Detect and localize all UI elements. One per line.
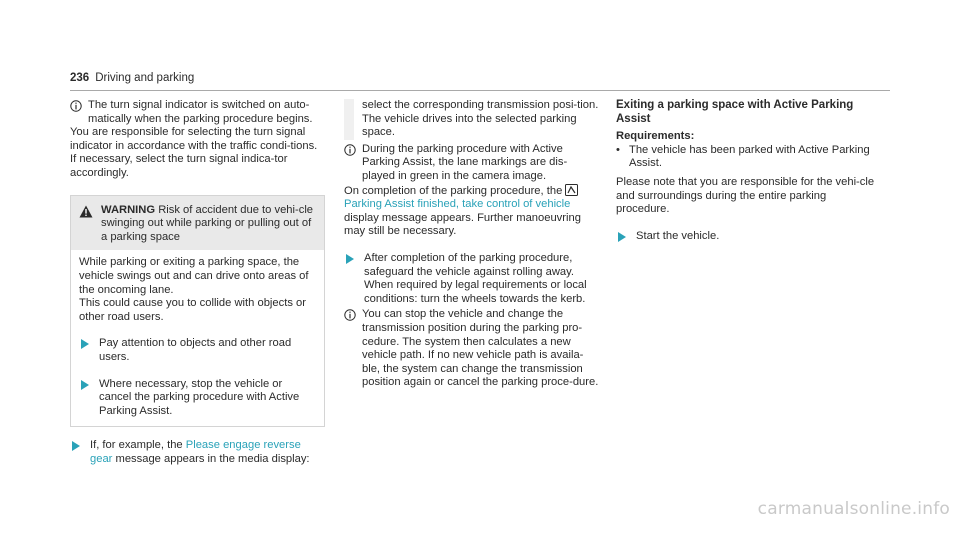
warning-text-2: This could cause you to collide with objects or other road users. <box>79 297 306 323</box>
section-heading: Exiting a parking space with Active Parking Assist <box>616 99 854 125</box>
paragraph-note-responsibility: Please note that you are responsible for the vehi-cle and surroundings during the entire parking procedure. <box>616 175 875 216</box>
column-1 <box>70 99 325 466</box>
header-divider <box>70 90 890 91</box>
step-arrow-icon <box>79 379 91 391</box>
note-lane-markings <box>344 143 600 184</box>
step-start-vehicle-text: Start the vehicle. <box>636 229 720 242</box>
warning-step-1-text: Pay attention to objects and other road users. <box>99 337 292 363</box>
column-3 <box>616 99 876 243</box>
continued-text-1: select the corresponding transmission posi-tion. <box>362 99 599 111</box>
watermark: carmanualsonline.info <box>757 499 950 519</box>
step-safeguard-vehicle <box>344 252 600 306</box>
warning-title: Risk of accident due to vehi-cle swinging out while parking or pulling out of a parking space <box>101 203 314 243</box>
note-change-transmission-text: You can stop the vehicle and change the transmission position during the parking pro-cedure. The system then calculates a new vehicle path. If no new vehicle path is availa-ble, the system can change the transmission position again or cancel the parking proce-dure. <box>362 308 599 389</box>
warning-label: WARNING <box>101 203 156 216</box>
message-please-engage-reverse-gear: Please engage reverse gear <box>90 439 301 465</box>
page-header <box>70 72 890 91</box>
note-text: The turn signal indicator is switched on auto-matically when the parking procedure begins. <box>88 99 313 125</box>
text-pre: On completion of the parking procedure, the <box>344 184 566 197</box>
step-engage-reverse <box>70 439 325 466</box>
step-arrow-icon <box>616 231 628 243</box>
warning-step-2-text: Where necessary, stop the vehicle or cancel the parking procedure with Active Parking Assist. <box>99 377 300 417</box>
warning-text-1: While parking or exiting a parking space, the vehicle swings out and can drive onto areas of the oncoming lane. <box>79 256 309 296</box>
info-icon <box>344 144 356 156</box>
info-icon <box>344 309 356 321</box>
warning-title-block <box>101 204 316 245</box>
note-change-transmission <box>344 308 600 390</box>
parking-assist-icon <box>565 184 578 196</box>
step-start-vehicle <box>616 230 876 244</box>
step-safeguard-text: After completion of the parking procedure, safeguard the vehicle against rolling away. When required by legal requirements or local conditions: turn the wheels towards the kerb. <box>364 251 587 305</box>
note-lane-markings-text: During the parking procedure with Active Parking Assist, the lane markings are dis-played in green in the camera image. <box>362 142 568 182</box>
text-post: display message appears. Further manoeuvring may still be necessary. <box>344 211 581 238</box>
paragraph-responsibility: You are responsible for selecting the turn signal indicator in accordance with the traffic condi-tions. If necessary, select the turn signal indica-tor accordingly. <box>70 126 318 179</box>
message-parking-assist-finished: Parking Assist finished, take control of vehicle <box>344 198 571 211</box>
continued-step <box>344 99 600 140</box>
note-turn-signal <box>70 99 325 126</box>
warning-box <box>70 195 325 428</box>
warning-body <box>71 250 324 426</box>
info-icon <box>70 100 82 112</box>
step-arrow-icon <box>344 253 356 265</box>
warning-header <box>71 196 324 251</box>
warning-step-1 <box>79 337 316 364</box>
text-pre: If, for example, the <box>90 439 186 452</box>
bullet: • <box>616 143 620 156</box>
paragraph-completion <box>344 184 600 239</box>
requirement-text: The vehicle has been parked with Active Parking Assist. <box>629 143 870 170</box>
column-2 <box>344 99 600 390</box>
text-post: message appears in the media display: <box>112 452 310 465</box>
section-title: Driving and parking <box>95 72 195 84</box>
requirement-item <box>616 144 876 171</box>
warning-step-2 <box>79 378 316 419</box>
page-number: 236 <box>70 72 90 84</box>
continued-text-2: The vehicle drives into the selected parking space. <box>362 112 577 139</box>
requirements-label: Requirements: <box>616 130 695 143</box>
step-arrow-icon <box>79 338 91 350</box>
warning-triangle-icon <box>79 205 93 218</box>
step-arrow-icon <box>70 440 82 452</box>
step-engage-reverse-text <box>90 439 325 466</box>
